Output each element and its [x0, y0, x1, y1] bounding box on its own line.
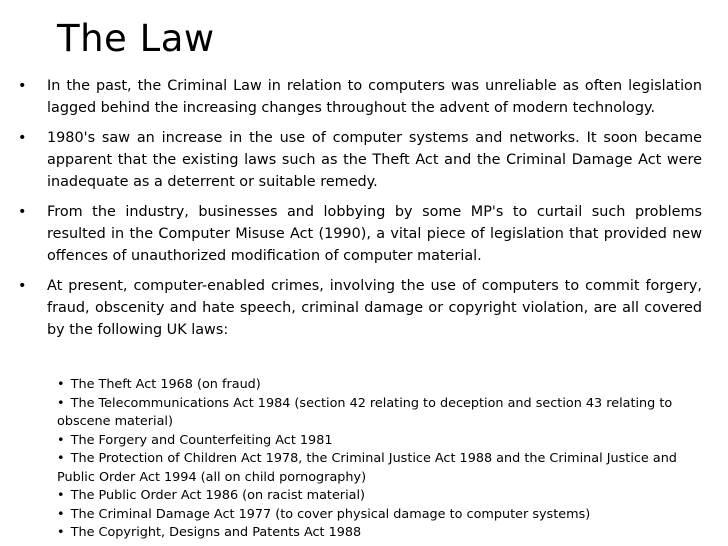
law-text: The Protection of Children Act 1978, the Criminal Justice Act 1988 and the Criminal Justice and Public Order Act 1994 (all on child pornography)	[57, 451, 677, 485]
bullet-item	[0, 75, 728, 119]
bullet-icon: •	[18, 130, 27, 146]
law-text: The Copyright, Designs and Patents Act 1988	[70, 525, 362, 540]
sub-bullet-icon: •	[57, 377, 65, 392]
sub-bullet-icon: •	[57, 451, 65, 466]
law-item	[57, 395, 707, 432]
law-item	[57, 432, 707, 451]
law-item	[57, 506, 707, 525]
law-item	[57, 524, 707, 543]
law-item	[57, 487, 707, 506]
law-text: The Theft Act 1968 (on fraud)	[70, 377, 261, 392]
law-text: The Forgery and Counterfeiting Act 1981	[70, 432, 333, 448]
sub-bullet-icon: •	[57, 525, 65, 540]
bullet-list	[0, 75, 728, 349]
law-list	[57, 376, 707, 543]
bullet-text: At present, computer-enabled crimes, involving the use of computers to commit forgery, fraud, obscenity and hate speech, criminal damage or copyright violation, are all covered by the following UK laws:	[47, 278, 702, 338]
bullet-text: 1980's saw an increase in the use of computer systems and networks. It soon became apparent that the existing laws such as the Theft Act and the Criminal Damage Act were inadequate as a deterrent or suitable remedy.	[47, 130, 702, 190]
bullet-item	[0, 275, 728, 341]
law-text: The Telecommunications Act 1984 (section 42 relating to deception and section 43 relating to obscene material)	[57, 395, 673, 429]
sub-bullet-icon: •	[57, 488, 65, 503]
law-text: The Criminal Damage Act 1977 (to cover physical damage to computer systems)	[70, 506, 591, 522]
bullet-text: In the past, the Criminal Law in relation to computers was unreliable as often legislation lagged behind the increasing changes throughout the advent of modern technology.	[47, 78, 702, 116]
bullet-icon: •	[18, 78, 27, 94]
sub-bullet-icon: •	[57, 395, 65, 411]
slide-title: The Law	[57, 17, 215, 60]
law-text: The Public Order Act 1986 (on racist material)	[70, 488, 366, 503]
law-item	[57, 450, 707, 487]
bullet-icon: •	[18, 204, 27, 220]
law-item	[57, 376, 707, 395]
bullet-item	[0, 127, 728, 193]
bullet-icon: •	[18, 278, 27, 294]
sub-bullet-icon: •	[57, 506, 65, 522]
sub-bullet-icon: •	[57, 432, 65, 448]
bullet-text: From the industry, businesses and lobbying by some MP's to curtail such problems resulted in the Computer Misuse Act (1990), a vital piece of legislation that provided new offences of unauthorized modification of computer material.	[47, 204, 702, 264]
bullet-item	[0, 201, 728, 267]
